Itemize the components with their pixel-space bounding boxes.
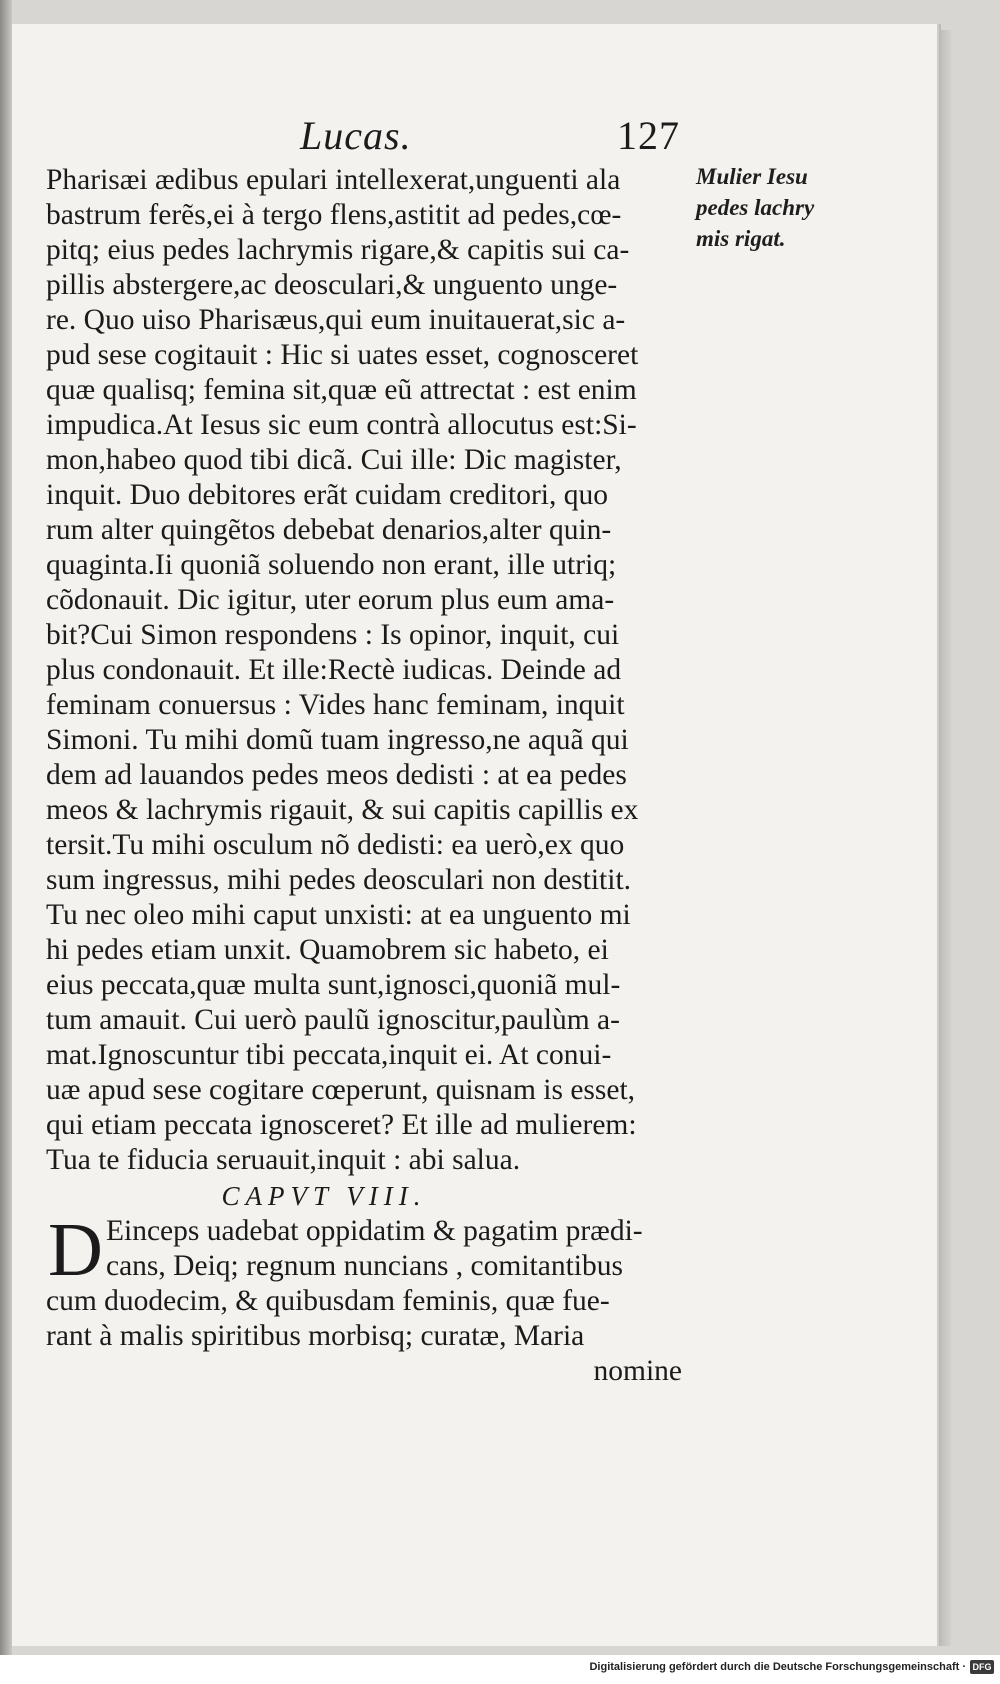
text-line: cum duodecim, & quibusdam feminis, quæ fue- bbox=[46, 1285, 610, 1317]
text-line: hi pedes etiam unxit. Quamobrem sic habeto, ei bbox=[46, 934, 609, 966]
chapter-heading: CAPVT VIII. bbox=[221, 1181, 427, 1211]
text-line: re. Quo uiso Pharisæus,qui eum inuitauerat,sic a- bbox=[46, 304, 626, 336]
text-line: impudica.At Iesus sic eum contrà allocutus est:Si- bbox=[46, 409, 637, 441]
page-stack-edge bbox=[937, 30, 951, 1646]
running-title: Lucas. bbox=[300, 113, 412, 158]
text-line: pillis abstergere,ac deosculari,& unguento unge- bbox=[46, 269, 618, 301]
marginal-note bbox=[696, 161, 846, 254]
text-line: pitq; eius pedes lachrymis rigare,& capitis sui ca- bbox=[46, 234, 630, 266]
text-line: plus condonauit. Et ille:Rectè iudicas. Deinde ad bbox=[46, 654, 622, 686]
text-line: dem ad lauandos pedes meos dedisti : at ea pedes bbox=[46, 759, 627, 791]
marginal-note-line: mis rigat. bbox=[696, 226, 786, 251]
text-line: bastrum ferẽs,ei à tergo flens,astitit ad pedes,cœ- bbox=[46, 199, 622, 231]
text-line: inquit. Duo debitores erãt cuidam creditori, quo bbox=[46, 479, 608, 511]
text-line: uæ apud sese cogitare cœperunt, quisnam is esset, bbox=[46, 1074, 636, 1106]
footer-bar bbox=[0, 1655, 1000, 1684]
text-line: eius peccata,quæ multa sunt,ignosci,quoniã mul- bbox=[46, 969, 621, 1001]
text-line: Einceps uadebat oppidatim & pagatim prædi- bbox=[106, 1215, 643, 1247]
running-head bbox=[300, 112, 680, 162]
text-line: quaginta.Ii quoniã soluendo non erant, ille utriq; bbox=[46, 549, 617, 581]
text-before-chapter bbox=[46, 163, 682, 1178]
chapter-opening bbox=[46, 1208, 682, 1354]
text-line: rum alter quingẽtos debebat denarios,alter quin- bbox=[46, 514, 612, 546]
text-line: cõdonauit. Dic igitur, uter eorum plus eum ama- bbox=[46, 584, 615, 616]
text-line: feminam conuersus : Vides hanc feminam, inquit bbox=[46, 689, 625, 721]
marginal-note-line: Mulier Iesu bbox=[696, 164, 808, 189]
main-text-block bbox=[46, 163, 682, 1389]
dfg-logo: DFG bbox=[970, 1660, 994, 1674]
page-number: 127 bbox=[617, 113, 680, 158]
text-after-chapter bbox=[46, 1208, 682, 1354]
text-line: Tu nec oleo mihi caput unxisti: at ea unguento mi bbox=[46, 899, 631, 931]
text-line: sum ingressus, mihi pedes deosculari non destitit. bbox=[46, 864, 632, 896]
text-line: cans, Deiq; regnum nuncians , comitantibus bbox=[106, 1250, 623, 1282]
text-line: Tua te fiducia seruauit,inquit : abi salua. bbox=[46, 1144, 521, 1176]
catchword: nomine bbox=[593, 1355, 682, 1387]
text-line: qui etiam peccata ignosceret? Et ille ad mulierem: bbox=[46, 1109, 637, 1141]
binding-edge bbox=[0, 0, 12, 1655]
text-line: tum amauit. Cui uerò paulũ ignoscitur,paulùm a- bbox=[46, 1004, 620, 1036]
text-line: Simoni. Tu mihi domũ tuam ingresso,ne aquã qui bbox=[46, 724, 629, 756]
text-line: pud sese cogitauit : Hic si uates esset, cognosceret bbox=[46, 339, 639, 371]
drop-cap-initial: D bbox=[48, 1208, 103, 1292]
text-line: Pharisæi ædibus epulari intellexerat,unguenti ala bbox=[46, 164, 621, 196]
marginal-note-line: pedes lachry bbox=[696, 195, 815, 220]
text-line: meos & lachrymis rigauit, & sui capitis capillis ex bbox=[46, 794, 639, 826]
text-line: quæ qualisq; femina sit,quæ eũ attrectat : est enim bbox=[46, 374, 637, 406]
text-line: tersit.Tu mihi osculum nõ dedisti: ea uerò,ex quo bbox=[46, 829, 625, 861]
text-line: mat.Ignoscuntur tibi peccata,inquit ei. At conui- bbox=[46, 1039, 612, 1071]
digitization-credit: Digitalisierung gefördert durch die Deutsche Forschungsgemeinschaft · bbox=[589, 1661, 966, 1673]
text-line: bit?Cui Simon respondens : Is opinor, inquit, cui bbox=[46, 619, 620, 651]
text-line: rant à malis spiritibus morbisq; curatæ, Maria bbox=[46, 1320, 585, 1352]
text-line: mon,habeo quod tibi dicã. Cui ille: Dic magister, bbox=[46, 444, 622, 476]
